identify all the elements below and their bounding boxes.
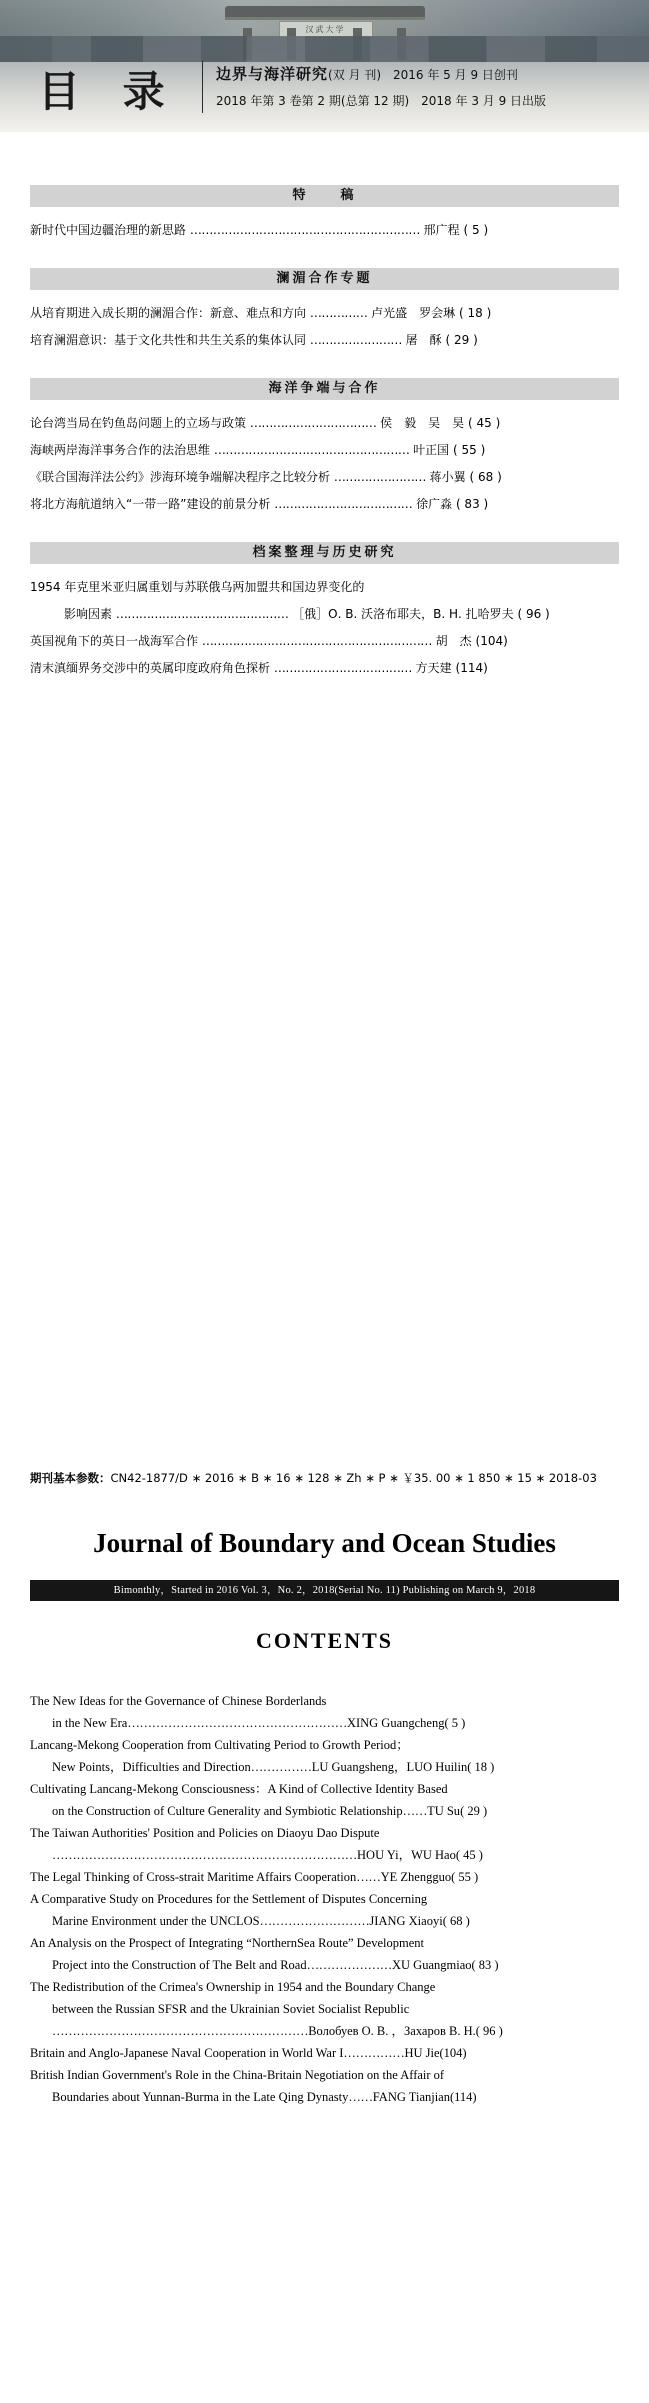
section-title: 档案整理与历史研究 [252, 545, 397, 560]
entry-leader: …… [402, 1804, 428, 1818]
toc-entry-en[interactable] [30, 1998, 619, 2020]
section-header-archives-history [30, 542, 619, 564]
entry-page: ( 96 ) [517, 607, 550, 621]
entry-page: ( 18 ) [459, 306, 492, 320]
journal-frequency-cn: (双 月 刊) [328, 68, 382, 82]
toc-entry-en[interactable] [30, 1756, 619, 1778]
entry-author: 蒋小翼 [429, 470, 466, 484]
contents-heading-en: CONTENTS [255, 1628, 394, 1653]
entry-author: YE Zhengguo [380, 1870, 452, 1884]
toc-entry[interactable] [30, 628, 619, 655]
entry-author: XING Guangcheng [346, 1716, 445, 1730]
entry-page: (114) [449, 2090, 477, 2104]
entry-page: ( 29 ) [445, 333, 478, 347]
entry-page: ( 55 ) [451, 1870, 479, 1884]
page-title: 目 录 [38, 67, 179, 116]
entry-text: Boundaries about Yunnan-Burma in the Late Qing Dynasty [52, 2090, 349, 2104]
entry-leader: ……………………………… [273, 661, 412, 675]
entry-page: ( 5 ) [444, 1716, 466, 1730]
chinese-table-of-contents [0, 185, 649, 682]
entry-page: ( 5 ) [463, 223, 489, 237]
masthead-photo [0, 0, 649, 62]
toc-entry[interactable] [30, 410, 619, 437]
section-entries [30, 217, 619, 244]
entry-page: ( 45 ) [468, 416, 501, 430]
toc-entry-en[interactable] [30, 1932, 619, 1954]
entry-leader: …………………………………………………… [201, 634, 432, 648]
entry-page: ( 55 ) [453, 443, 486, 457]
entry-text: Lancang-Mekong Cooperation from Cultivating Period to Growth Period； [30, 1738, 409, 1752]
entry-author: FANG Tianjian [372, 2090, 450, 2104]
section-header-maritime-disputes [30, 378, 619, 400]
entry-page: (104) [439, 2046, 467, 2060]
entry-text: The Legal Thinking of Cross-strait Maritime Affairs Cooperation [30, 1870, 357, 1884]
entry-author: ［俄］О. В. 沃洛布耶夫，В. Н. 扎哈罗夫 [292, 607, 514, 621]
entry-text: The Taiwan Authorities' Position and Policies on Diaoyu Dao Dispute [30, 1826, 380, 1840]
entry-page: ( 45 ) [455, 1848, 483, 1862]
toc-entry-en[interactable] [30, 1712, 619, 1734]
toc-entry-en[interactable] [30, 1690, 619, 1712]
section-header-te-gao [30, 185, 619, 207]
toc-entry-en[interactable] [30, 1800, 619, 1822]
entry-author: 胡 杰 [435, 634, 472, 648]
toc-entry-en[interactable] [30, 2086, 619, 2108]
toc-entry[interactable] [30, 655, 619, 682]
entry-title: 清末滇缅界务交涉中的英属印度政府角色探析 [30, 661, 271, 675]
masthead-line-1 [216, 61, 636, 88]
toc-entry-en[interactable] [30, 1910, 619, 1932]
entry-leader: …………… [309, 306, 368, 320]
toc-entry-en[interactable] [30, 2020, 619, 2042]
entry-leader: …………… [250, 1760, 312, 1774]
entry-leader: …… [348, 2090, 373, 2104]
entry-title: 影响因素 [64, 607, 113, 621]
entry-leader: …………………………… [249, 416, 377, 430]
entry-leader: ……………………………………………… [127, 1716, 347, 1730]
entry-title: 海峡两岸海洋事务合作的法治思维 [30, 443, 211, 457]
section-entries [30, 300, 619, 354]
journal-name-cn: 边界与海洋研究 [216, 65, 329, 83]
entry-leader: …………………………………………………… [189, 223, 420, 237]
toc-entry[interactable] [30, 300, 619, 327]
entry-page: (104) [475, 634, 508, 648]
entry-page: (114) [455, 661, 488, 675]
entry-page: ( 68 ) [469, 470, 502, 484]
toc-entry-en[interactable] [30, 1844, 619, 1866]
entry-author: 卢光盛 罗会琳 [371, 306, 456, 320]
masthead-line-2 [216, 88, 636, 114]
entry-leader: ………………………………………………………………… [52, 1848, 358, 1862]
section-title: 海洋争端与合作 [268, 381, 381, 396]
journal-parameters-label: 期刊基本参数： [30, 1471, 111, 1485]
journal-parameters [30, 1470, 620, 1486]
entry-title: 新时代中国边疆治理的新思路 [30, 223, 187, 237]
masthead-divider [202, 61, 203, 113]
toc-entry-en[interactable] [30, 1734, 619, 1756]
entry-title: 培育澜湄意识：基于文化共性和共生关系的集体认同 [30, 333, 307, 347]
toc-entry-en[interactable] [30, 1778, 619, 1800]
entry-page: ( 96 ) [475, 2024, 503, 2038]
entry-leader: ……………………… [259, 1914, 370, 1928]
issue-info-cn: 2018 年第 3 卷第 2 期(总第 12 期) [216, 94, 410, 108]
journal-parameters-value: CN42-1877/D ∗ 2016 ∗ B ∗ 16 ∗ 128 ∗ Zh ∗ P ∗ ￥35. 00 ∗ 1 850 ∗ 15 ∗ 2018-03 [110, 1471, 597, 1485]
entry-title: 从培育期进入成长期的澜湄合作：新意、难点和方向 [30, 306, 307, 320]
section-entries [30, 410, 619, 518]
entry-leader: ………………… [306, 1958, 392, 1972]
toc-entry[interactable] [30, 217, 619, 244]
entry-page: ( 68 ) [442, 1914, 470, 1928]
masthead-text-block [0, 55, 649, 132]
toc-entry-en[interactable] [30, 2042, 619, 2064]
entry-author: TU Su [427, 1804, 461, 1818]
entry-author: HU Jie [404, 2046, 440, 2060]
entry-text: The Redistribution of the Crimea's Ownership in 1954 and the Boundary Change [30, 1980, 436, 1994]
section-entries [30, 574, 619, 682]
toc-entry-continuation[interactable] [30, 601, 619, 628]
entry-page: ( 83 ) [471, 1958, 499, 1972]
journal-issue-bar-en: Bimonthly，Started in 2016 Vol. 3，No. 2，2018(Serial No. 11) Publishing on March 9，2018 [30, 1580, 619, 1601]
section-title: 特 稿 [292, 188, 357, 203]
toc-entry[interactable] [30, 491, 619, 518]
entry-author: 侯 毅 吴 昊 [380, 416, 465, 430]
entry-author: 徐广淼 [416, 497, 453, 511]
entry-text: British Indian Government's Role in the China-Britain Negotiation on the Affair of [30, 2068, 445, 2082]
entry-leader: …… [356, 1870, 381, 1884]
entry-leader: ……………………………………………………… [52, 2024, 309, 2038]
gate-plaque: 汉武大学 [279, 21, 373, 38]
publish-date-cn: 2018 年 3 月 9 日出版 [421, 94, 547, 108]
entry-author: 叶正国 [413, 443, 450, 457]
entry-text: Marine Environment under the UNCLOS [52, 1914, 260, 1928]
entry-text: between the Russian SFSR and the Ukrainian Soviet Socialist Republic [52, 2002, 410, 2016]
entry-text: Cultivating Lancang-Mekong Consciousness：A Kind of Collective Identity Based [30, 1782, 448, 1796]
entry-title: 论台湾当局在钓鱼岛问题上的立场与政策 [30, 416, 247, 430]
masthead-info [216, 61, 636, 114]
entry-page: ( 83 ) [455, 497, 489, 511]
toc-entry-en[interactable] [30, 2064, 619, 2086]
entry-text: A Comparative Study on Procedures for the Settlement of Disputes Concerning [30, 1892, 428, 1906]
entry-page: ( 29 ) [460, 1804, 488, 1818]
entry-leader: …………… [343, 2046, 405, 2060]
entry-author: Волобуев О. В. ，Захаров В. Н. [308, 2024, 476, 2038]
toc-entry-en[interactable] [30, 1822, 619, 1844]
entry-text: Britain and Anglo-Japanese Naval Cooperation in World War I [30, 2046, 344, 2060]
journal-title-en: Journal of Boundary and Ocean Studies [93, 1528, 556, 1558]
entry-author: LU Guangsheng，LUO Huilin [311, 1760, 468, 1774]
section-title: 澜湄合作专题 [276, 271, 373, 286]
entry-leader: …………………… [309, 333, 402, 347]
entry-title: 《联合国海洋法公约》涉海环境争端解决程序之比较分析 [30, 470, 331, 484]
section-header-lancang-mekong [30, 268, 619, 290]
toc-entry[interactable] [30, 437, 619, 464]
toc-entry[interactable] [30, 327, 619, 354]
toc-entry[interactable] [30, 574, 619, 601]
entry-author: HOU Yi，WU Hao [357, 1848, 456, 1862]
entry-title: 英国视角下的英日一战海军合作 [30, 634, 199, 648]
gate-roof [225, 6, 425, 17]
masthead [0, 0, 649, 132]
entry-author: 屠 酥 [405, 333, 442, 347]
entry-leader: …………………… [333, 470, 426, 484]
entry-text: on the Construction of Culture Generality and Symbiotic Relationship [52, 1804, 403, 1818]
english-table-of-contents [30, 1690, 619, 2108]
toc-entry-en[interactable] [30, 1888, 619, 1910]
entry-author: XU Guangmiao [392, 1958, 472, 1972]
journal-founded-cn: 2016 年 5 月 9 日创刊 [393, 68, 518, 82]
toc-entry-en[interactable] [30, 1866, 619, 1888]
entry-leader: ……………………………… [274, 497, 413, 511]
toc-entry-en[interactable] [30, 1976, 619, 1998]
entry-text: New Points，Difficulties and Direction [52, 1760, 251, 1774]
toc-entry-en[interactable] [30, 1954, 619, 1976]
entry-author: 邢广程 [423, 223, 460, 237]
entry-title: 1954 年克里米亚归属重划与苏联俄乌两加盟共和国边界变化的 [30, 580, 365, 594]
toc-entry[interactable] [30, 464, 619, 491]
entry-text: Project into the Construction of The Belt and Road [52, 1958, 307, 1972]
entry-author: JIANG Xiaoyi [369, 1914, 443, 1928]
entry-text: An Analysis on the Prospect of Integrating “NorthernSea Route” Development [30, 1936, 425, 1950]
entry-title: 将北方海航道纳入“一带一路”建设的前景分析 [30, 497, 271, 511]
entry-page: ( 18 ) [467, 1760, 495, 1774]
entry-author: 方天建 [415, 661, 452, 675]
entry-text: in the New Era [52, 1716, 128, 1730]
entry-leader: ……………………………………… [115, 607, 289, 621]
entry-leader: …………………………………………… [213, 443, 410, 457]
entry-text: The New Ideas for the Governance of Chinese Borderlands [30, 1694, 327, 1708]
